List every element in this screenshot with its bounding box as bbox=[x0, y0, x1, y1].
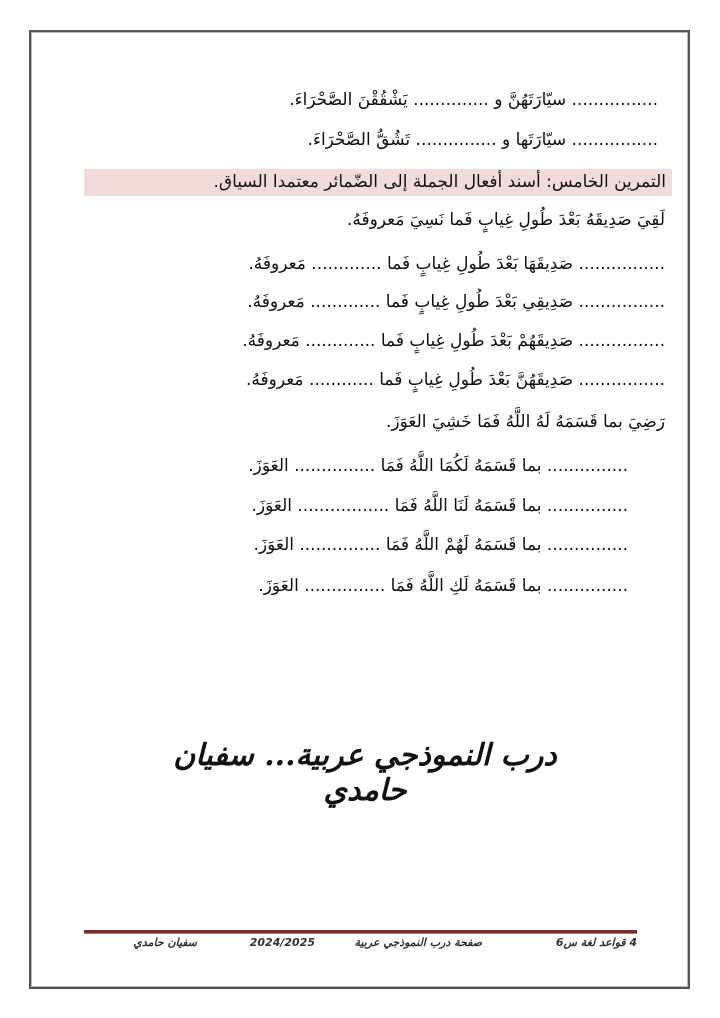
exercise-item: ............... بما قَسَمَهُ لَكُمَا اللَّهُ فَمَا ............... العَوَزَ. bbox=[248, 456, 628, 476]
text-line: ................ سيّارَتَها و ............... تَشُقُّ الصَّحْرَاءَ. bbox=[307, 130, 658, 150]
exercise-title: التمرين الخامس: أسند أفعال الجملة إلى الضّمائر معتمدا السياق. bbox=[84, 169, 672, 196]
signature: درب النموذجي عربية... سفيان حامدي bbox=[173, 738, 557, 808]
page-footer bbox=[84, 936, 637, 956]
model-sentence: رَضِيَ بما قَسَمَهُ لَهُ اللَّهُ فَمَا خَشِيَ العَوَزَ. bbox=[385, 412, 665, 432]
footer-page: 4 قواعد لغة س6 bbox=[555, 936, 637, 949]
exercise-item: ............... بما قَسَمَهُ لَكِ اللَّهُ فَمَا ............... العَوَزَ. bbox=[258, 576, 628, 596]
text-line: ................ سيّارَتَهُنَّ و .............. يَشْقُقْنَ الصَّحْرَاءَ. bbox=[289, 90, 658, 110]
exercise-item: ................ صَدِيقَهَا بَعْدَ طُولِ غِيابٍ فَما ............. مَعروفَهُ. bbox=[248, 254, 665, 274]
exercise-item: ............... بما قَسَمَهُ لَهُمْ اللَّهُ فَمَا ............... العَوَزَ. bbox=[253, 535, 628, 555]
footer-divider bbox=[84, 930, 637, 934]
exercise-item: ................ صَدِيقَهُمْ بَعْدَ طُولِ غِيابٍ فَما ............. مَعروفَهُ. bbox=[242, 331, 665, 351]
exercise-item: ............... بما قَسَمَهُ لَنَا اللَّهُ فَمَا ................. العَوَزَ. bbox=[251, 496, 628, 516]
exercise-item: ................ صَدِيقَهُنَّ بَعْدَ طُولِ غِيابٍ فَما ............ مَعروفَهُ. bbox=[246, 370, 665, 390]
footer-site: صفحة درب النموذجي عربية bbox=[354, 936, 482, 949]
model-sentence: لَقِيَ صَدِيقَهُ بَعْدَ طُولِ غِيابٍ فَما نَسِيَ مَعروفَهُ. bbox=[346, 210, 665, 230]
exercise-item: ................ صَدِيقِي بَعْدَ طُولِ غِيابٍ فَما ............. مَعروفَهُ. bbox=[247, 292, 665, 312]
footer-year: 2024/2025 bbox=[249, 936, 315, 949]
footer-author: سفيان حامدي bbox=[133, 936, 197, 949]
